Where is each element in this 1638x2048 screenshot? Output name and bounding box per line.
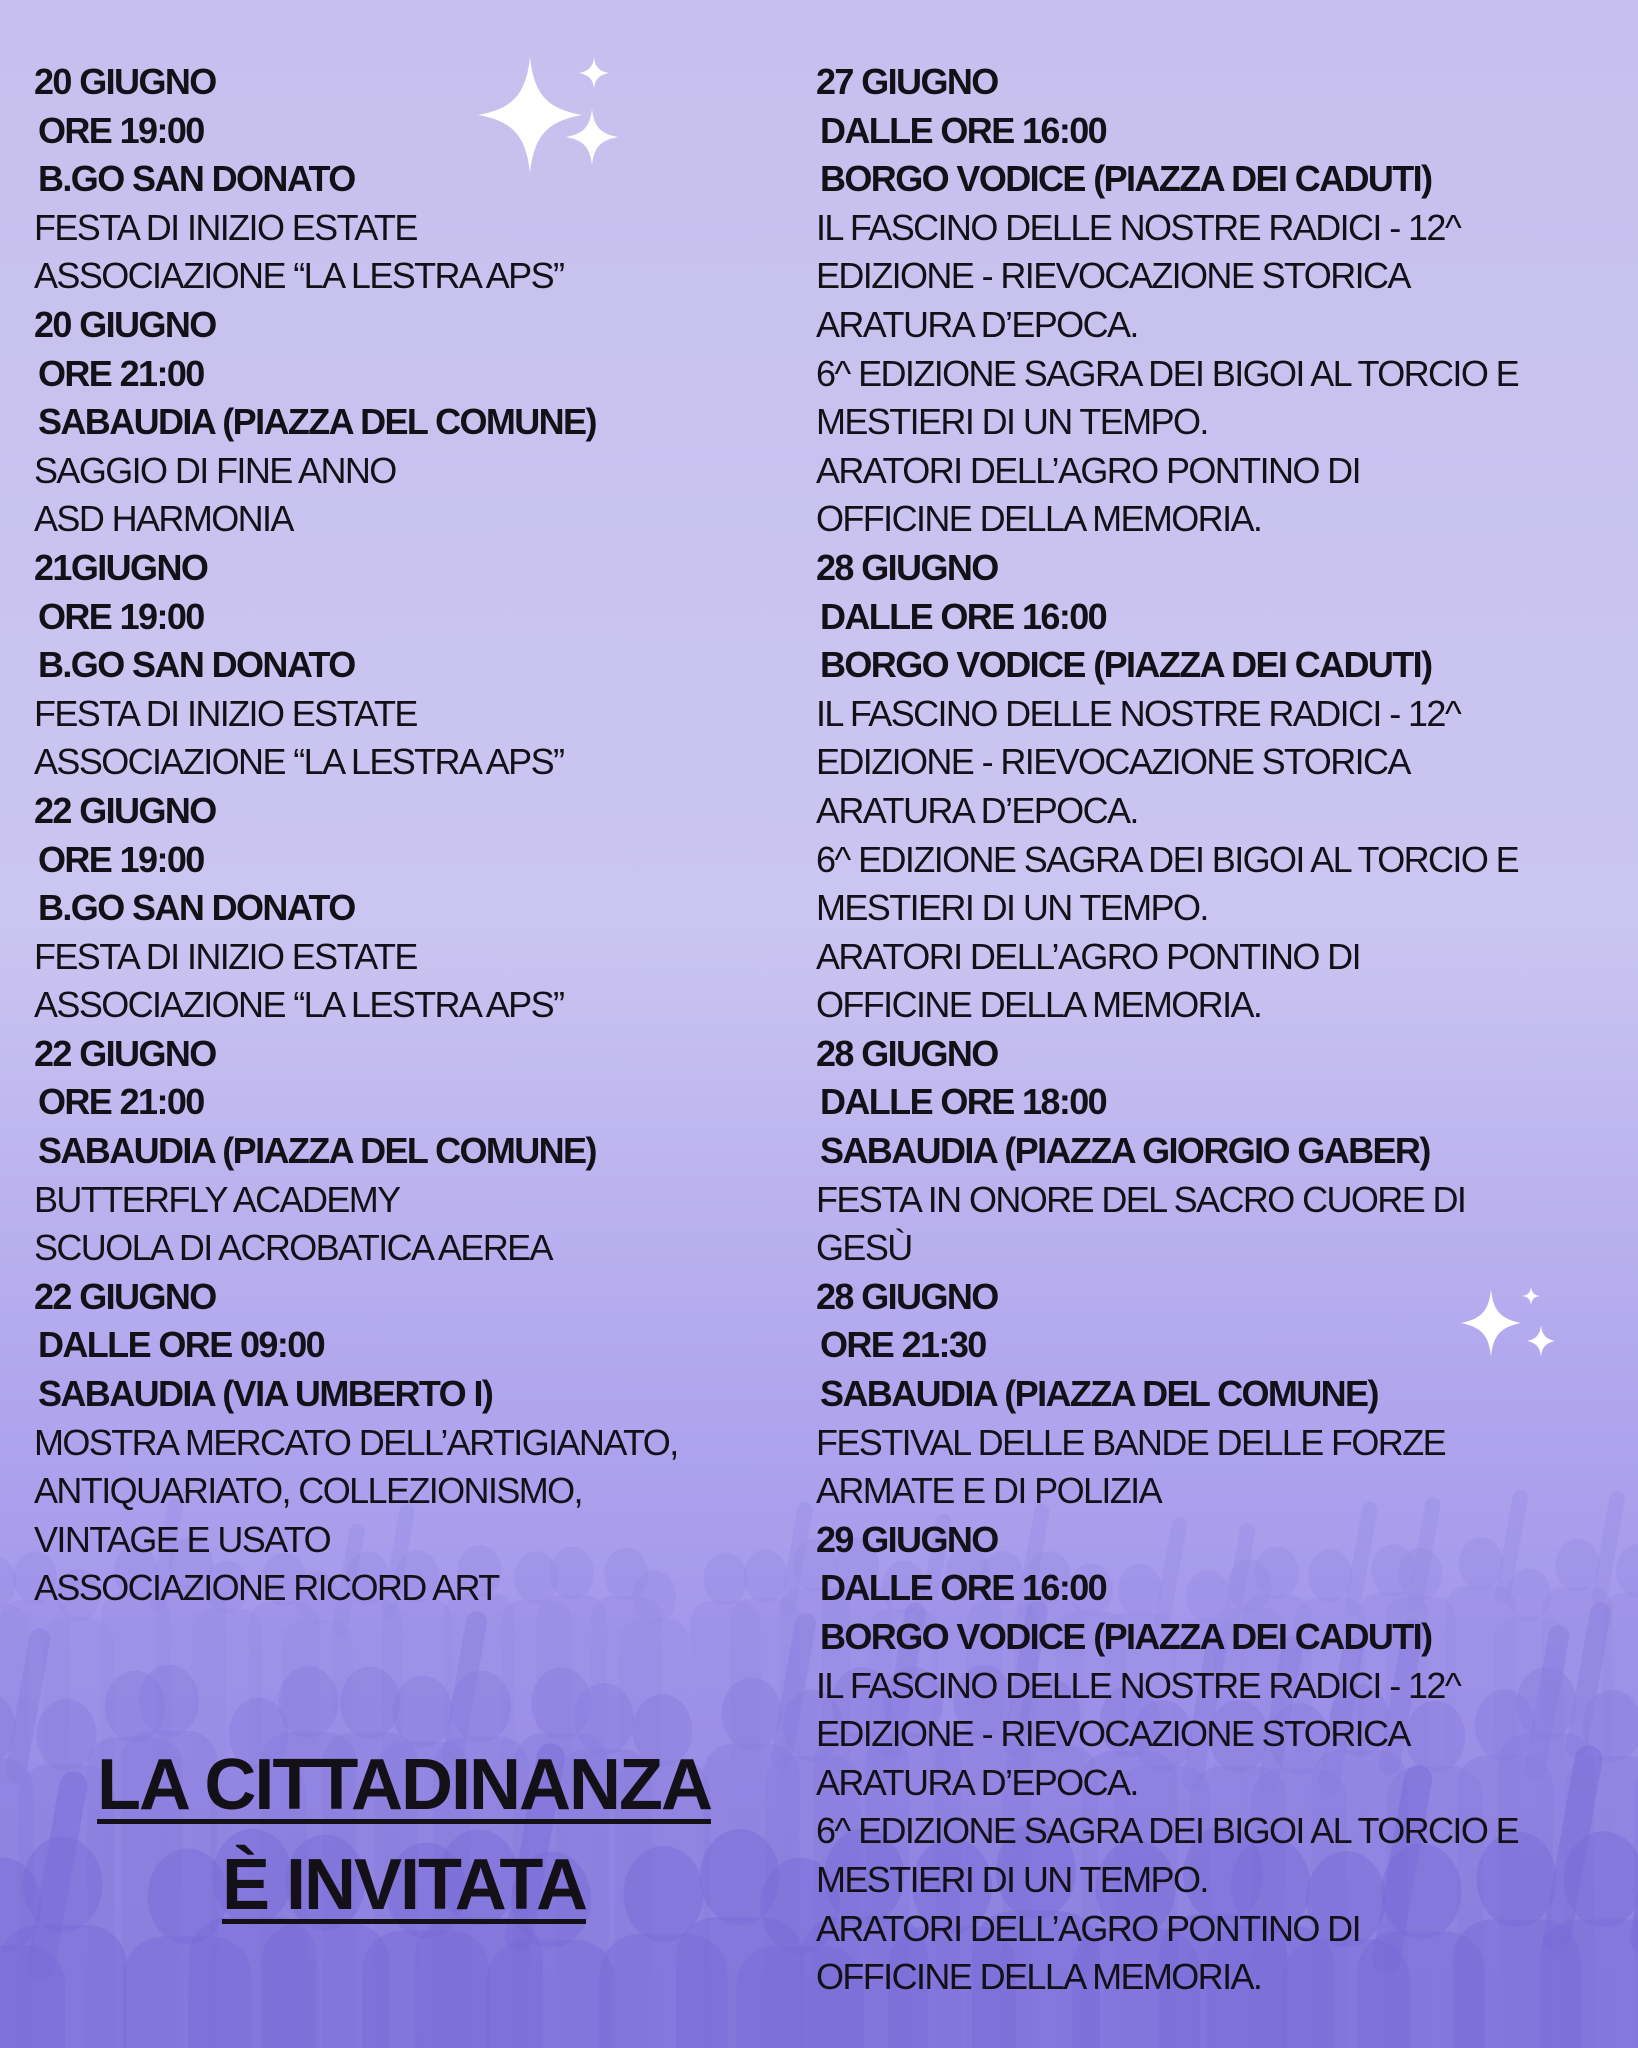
event-description-line: ARATURA D’EPOCA.: [816, 789, 1138, 831]
event-description-line: OFFICINE DELLA MEMORIA.: [816, 1956, 1262, 1998]
event-description-line: IL FASCINO DELLE NOSTRE RADICI - 12^: [816, 1664, 1461, 1706]
event-block: [816, 544, 1616, 1030]
event-description-line: 6^ EDIZIONE SAGRA DEI BIGOI AL TORCIO E: [816, 838, 1519, 880]
event-description-line: FESTIVAL DELLE BANDE DELLE FORZE: [816, 1421, 1446, 1463]
event-location: SABAUDIA (PIAZZA GIORGIO GABER): [820, 1130, 1430, 1172]
event-date: 21GIUGNO: [34, 546, 208, 588]
event-date: 28 GIUGNO: [816, 546, 998, 588]
event-location: B.GO SAN DONATO: [38, 887, 355, 929]
event-description-line: ARATORI DELL’AGRO PONTINO DI: [816, 449, 1360, 491]
event-date: 29 GIUGNO: [816, 1518, 998, 1560]
event-description-line: FESTA DI INIZIO ESTATE: [34, 692, 417, 734]
event-block: [34, 787, 804, 1030]
event-description-line: ASSOCIAZIONE “LA LESTRA APS”: [34, 741, 564, 783]
event-block: [816, 58, 1616, 544]
event-description-line: MESTIERI DI UN TEMPO.: [816, 887, 1208, 929]
event-location: B.GO SAN DONATO: [38, 644, 355, 686]
event-description-line: ARATURA D’EPOCA.: [816, 303, 1138, 345]
event-block: [816, 1516, 1616, 2002]
invitation-line-2: È INVITATA: [222, 1845, 586, 1925]
event-block: [34, 1030, 804, 1273]
event-location: SABAUDIA (PIAZZA DEL COMUNE): [38, 1130, 596, 1172]
event-time: ORE 19:00: [38, 595, 204, 637]
event-description-line: 6^ EDIZIONE SAGRA DEI BIGOI AL TORCIO E: [816, 1810, 1519, 1852]
event-description-line: ASSOCIAZIONE “LA LESTRA APS”: [34, 255, 564, 297]
event-block: [816, 1030, 1616, 1273]
event-location: BORGO VODICE (PIAZZA DEI CADUTI): [820, 1616, 1432, 1657]
event-description-line: ARATORI DELL’AGRO PONTINO DI: [816, 1907, 1360, 1949]
invitation-heading: [34, 1735, 774, 1935]
event-description-line: ARMATE E DI POLIZIA: [816, 1470, 1161, 1512]
event-description-line: ASSOCIAZIONE “LA LESTRA APS”: [34, 984, 564, 1026]
event-time: DALLE ORE 09:00: [38, 1324, 325, 1366]
event-date: 22 GIUGNO: [34, 1032, 216, 1074]
event-location: B.GO SAN DONATO: [38, 158, 355, 200]
event-time: ORE 19:00: [38, 109, 204, 151]
event-date: 20 GIUGNO: [34, 61, 216, 102]
event-date: 20 GIUGNO: [34, 303, 216, 345]
event-description-line: VINTAGE E USATO: [34, 1518, 331, 1560]
event-description-line: FESTA DI INIZIO ESTATE: [34, 206, 417, 248]
event-description-line: EDIZIONE - RIEVOCAZIONE STORICA: [816, 741, 1410, 783]
event-time: ORE 19:00: [38, 838, 204, 880]
event-description-line: OFFICINE DELLA MEMORIA.: [816, 498, 1262, 540]
event-block: [34, 58, 804, 301]
event-description-line: EDIZIONE - RIEVOCAZIONE STORICA: [816, 1713, 1410, 1755]
event-date: 27 GIUGNO: [816, 61, 998, 102]
event-date: 22 GIUGNO: [34, 789, 216, 831]
event-date: 28 GIUGNO: [816, 1032, 998, 1074]
event-time: DALLE ORE 18:00: [820, 1081, 1107, 1123]
event-location: BORGO VODICE (PIAZZA DEI CADUTI): [820, 644, 1432, 686]
invitation-line-1: LA CITTADINANZA: [97, 1745, 711, 1825]
event-time: ORE 21:00: [38, 352, 204, 394]
event-location: SABAUDIA (PIAZZA DEL COMUNE): [820, 1373, 1378, 1415]
event-description-line: FESTA DI INIZIO ESTATE: [34, 935, 417, 977]
event-description-line: IL FASCINO DELLE NOSTRE RADICI - 12^: [816, 692, 1461, 734]
event-description-line: FESTA IN ONORE DEL SACRO CUORE DI: [816, 1178, 1466, 1220]
event-description-line: SCUOLA DI ACROBATICA AEREA: [34, 1227, 552, 1269]
events-right-column: [816, 58, 1616, 2002]
event-time: DALLE ORE 16:00: [820, 595, 1107, 637]
event-description-line: MESTIERI DI UN TEMPO.: [816, 401, 1208, 443]
event-block: [34, 1273, 804, 1613]
event-date: 28 GIUGNO: [816, 1275, 998, 1317]
event-description-line: OFFICINE DELLA MEMORIA.: [816, 984, 1262, 1026]
event-description-line: ASD HARMONIA: [34, 498, 293, 540]
event-location: SABAUDIA (VIA UMBERTO I): [38, 1373, 493, 1415]
event-time: DALLE ORE 16:00: [820, 1567, 1107, 1609]
event-description-line: BUTTERFLY ACADEMY: [34, 1178, 400, 1220]
event-description-line: MESTIERI DI UN TEMPO.: [816, 1858, 1208, 1900]
event-description-line: 6^ EDIZIONE SAGRA DEI BIGOI AL TORCIO E: [816, 352, 1519, 394]
event-date: 22 GIUGNO: [34, 1275, 216, 1317]
event-location: BORGO VODICE (PIAZZA DEI CADUTI): [820, 158, 1432, 200]
event-description-line: SAGGIO DI FINE ANNO: [34, 449, 396, 491]
event-description-line: IL FASCINO DELLE NOSTRE RADICI - 12^: [816, 206, 1461, 248]
event-time: ORE 21:30: [820, 1324, 986, 1366]
event-time: DALLE ORE 16:00: [820, 109, 1107, 151]
event-block: [34, 544, 804, 787]
event-location: SABAUDIA (PIAZZA DEL COMUNE): [38, 401, 596, 443]
event-description-line: EDIZIONE - RIEVOCAZIONE STORICA: [816, 255, 1410, 297]
event-time: ORE 21:00: [38, 1081, 204, 1123]
event-description-line: ANTIQUARIATO, COLLEZIONISMO,: [34, 1470, 582, 1512]
event-description-line: GESÙ: [816, 1227, 912, 1269]
event-description-line: ASSOCIAZIONE RICORD ART: [34, 1567, 499, 1609]
event-description-line: MOSTRA MERCATO DELL’ARTIGIANATO,: [34, 1421, 678, 1463]
event-block: [34, 301, 804, 544]
event-description-line: ARATURA D’EPOCA.: [816, 1761, 1138, 1803]
event-description-line: ARATORI DELL’AGRO PONTINO DI: [816, 935, 1360, 977]
event-block: [816, 1273, 1616, 1516]
events-left-column: [34, 58, 804, 1613]
